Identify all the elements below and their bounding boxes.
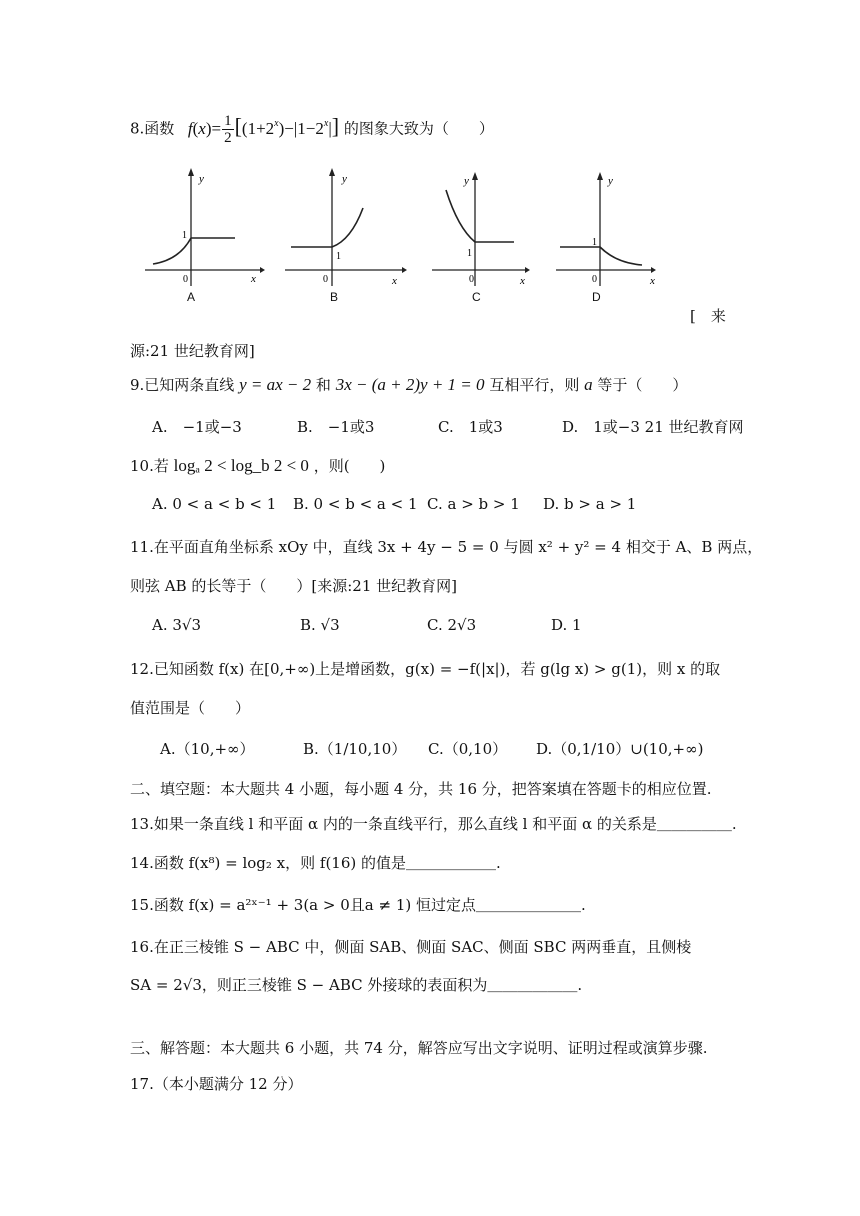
q12-option-a: A.（10,+∞）: [160, 740, 255, 758]
svg-text:1: 1: [592, 237, 597, 248]
graph-c-label: C: [472, 290, 481, 304]
svg-text:y: y: [199, 173, 204, 185]
graph-d-curve: [600, 247, 642, 265]
section-2-heading: 二、填空题：本大题共 4 小题，每小题 4 分，共 16 分，把答案填在答题卡的相应位置.: [130, 780, 712, 798]
q11-line1: 11.在平面直角坐标系 xOy 中，直线 3x + 4y − 5 = 0 与圆 x² + y² = 4 相交于 A、B 两点，: [130, 538, 763, 556]
svg-text:0: 0: [592, 274, 597, 285]
graph-a: [145, 168, 265, 288]
q12-line2: 值范围是（ ）: [130, 699, 251, 717]
svg-text:0: 0: [323, 274, 328, 285]
graph-b-label: B: [330, 290, 339, 304]
section-3-heading: 三、解答题：本大题共 6 小题，共 74 分，解答应写出文字说明、证明过程或演算步骤.: [130, 1039, 708, 1057]
q10-cond: logₐ 2 < log_b 2 < 0: [173, 456, 309, 475]
graph-a-label: A: [187, 290, 196, 304]
q10-option-d: D. b > a > 1: [543, 495, 637, 513]
q16-line1: 16.在正三棱锥 S − ABC 中，侧面 SAB、侧面 SAC、侧面 SBC 两两垂直，且侧棱: [130, 938, 692, 956]
q9-line: 9.已知两条直线 y = ax − 2 和 3x − (a + 2)y + 1 = 0 互相平行，则 a 等于（ ）: [130, 375, 688, 394]
q8-suffix: 的图象大致为（ ）: [343, 119, 494, 138]
svg-text:0: 0: [469, 274, 474, 285]
q9-eq2: 3x − (a + 2)y + 1 = 0: [335, 375, 485, 394]
q11-option-b: B. √3: [300, 616, 340, 634]
q13-line: 13.如果一条直线 l 和平面 α 内的一条直线平行，那么直线 l 和平面 α 的关系是＿＿＿＿＿.: [130, 815, 737, 833]
q12-option-c: C.（0,10）: [428, 740, 508, 758]
q9-option-b: B. −1或3: [297, 418, 375, 436]
svg-text:x: x: [392, 275, 397, 287]
q10-option-a: A. 0 < a < b < 1: [152, 495, 277, 513]
graph-d-label: D: [592, 290, 601, 304]
q15-line: 15.函数 f(x) = a²ˣ⁻¹ + 3(a > 0且a ≠ 1) 恒过定点＿＿＿＿＿＿＿.: [130, 896, 586, 914]
q8-line: 8.函数 f(x)= $\frac{1}{2}$ $[(1+2^x)-|1-2^x|]$ 的图象大致为（ ）: [130, 113, 494, 146]
graph-d: [552, 168, 660, 288]
q9-option-d: D. 1或−3 21 世纪教育网: [562, 418, 744, 436]
q17-line: 17.（本小题满分 12 分）: [130, 1075, 303, 1093]
q12-option-b: B.（1/10,10）: [303, 740, 407, 758]
q14-line: 14.函数 f(x⁸) = log₂ x，则 f(16) 的值是＿＿＿＿＿＿.: [130, 854, 501, 872]
svg-text:1: 1: [182, 230, 187, 241]
graph-c-curve: [446, 190, 475, 242]
graph-c: [428, 168, 533, 288]
graph-a-curve: [153, 238, 191, 264]
q16-line2: SA = 2√3，则正三棱锥 S − ABC 外接球的表面积为＿＿＿＿＿＿.: [130, 976, 583, 994]
svg-text:1: 1: [336, 251, 341, 262]
q9-eq1: y = ax − 2: [239, 375, 312, 394]
q11-option-a: A. 3√3: [152, 616, 202, 634]
svg-text:0: 0: [183, 274, 188, 285]
graph-b-curve: [332, 208, 363, 247]
q11-option-c: C. 2√3: [427, 616, 477, 634]
q10-option-b: B. 0 < b < a < 1: [293, 495, 418, 513]
svg-text:y: y: [342, 173, 347, 185]
q9-option-a: A. −1或−3: [152, 418, 242, 436]
svg-text:y: y: [608, 175, 613, 187]
q8-source-right: 源:21 世纪教育网]: [130, 342, 255, 360]
svg-text:1: 1: [467, 248, 472, 259]
q9-option-c: C. 1或3: [438, 418, 503, 436]
q12-option-d: D.（0,1/10）∪(10,+∞): [536, 740, 704, 758]
q10-line: 10.若 logₐ 2 < log_b 2 < 0 ，则( ): [130, 456, 386, 475]
svg-text:x: x: [251, 273, 256, 285]
q10-option-c: C. a > b > 1: [427, 495, 520, 513]
q8-prefix: 8.函数: [130, 119, 175, 138]
q8-source-left: [ 来: [690, 307, 726, 325]
graph-b: [285, 168, 410, 288]
q11-line2: 则弦 AB 的长等于（ ）[来源:21 世纪教育网]: [130, 577, 458, 595]
q11-option-d: D. 1: [551, 616, 582, 634]
svg-text:x: x: [520, 275, 525, 287]
svg-text:x: x: [650, 275, 655, 287]
svg-text:y: y: [464, 175, 469, 187]
q12-line1: 12.已知函数 f(x) 在[0,+∞)上是增函数，g(x) = −f(|x|)，若 g(lg x) > g(1)，则 x 的取: [130, 660, 721, 678]
